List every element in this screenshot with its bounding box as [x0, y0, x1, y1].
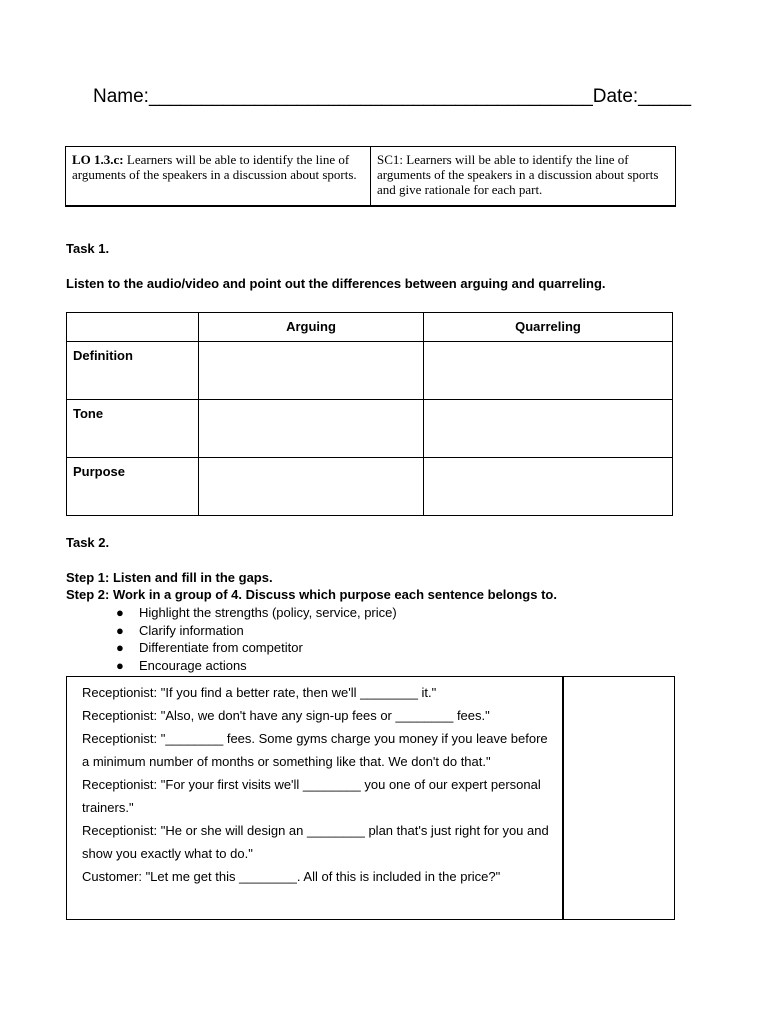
answer-cell[interactable]: [199, 458, 424, 516]
learning-objective-cell: [66, 147, 371, 207]
step1-instruction: Step 1: Listen and fill in the gaps.: [66, 570, 273, 585]
dialog-line: Receptionist: "If you find a better rate, then we'll ________ it.": [82, 685, 437, 700]
task1-instruction: Listen to the audio/video and point out the differences between arguing and quarreling.: [66, 276, 606, 291]
dialog-line: Receptionist: "Also, we don't have any sign-up fees or ________ fees.": [82, 708, 490, 723]
task1-title: Task 1.: [66, 241, 110, 256]
lo-label: LO 1.3.c:: [72, 152, 124, 167]
row-label-tone: Tone: [67, 400, 199, 458]
answer-cell[interactable]: [199, 400, 424, 458]
dialog-line: Receptionist: "He or she will design an ________ plan that's just right for you and show you exactly what to do.": [82, 823, 549, 861]
row-label-purpose: Purpose: [67, 458, 199, 516]
answer-cell[interactable]: [199, 342, 424, 400]
purpose-label: Encourage actions: [139, 657, 247, 673]
table-row: [67, 400, 673, 458]
bullet-icon: ●: [116, 657, 124, 673]
step2-instruction: Step 2: Work in a group of 4. Discuss which purpose each sentence belongs to.: [66, 587, 557, 602]
answer-cell[interactable]: [424, 400, 673, 458]
answer-cell[interactable]: [424, 342, 673, 400]
purpose-list: [116, 604, 397, 674]
purpose-label: Differentiate from competitor: [139, 640, 303, 655]
row-label-definition: Definition: [67, 342, 199, 400]
lo-text: Learners will be able to identify the line of arguments of the speakers in a discussion about sports.: [72, 152, 357, 182]
purpose-label: Clarify information: [139, 622, 244, 638]
success-criteria-cell: [371, 147, 676, 207]
dialog-line: Receptionist: "________ fees. Some gyms charge you money if you leave before a minimum number of months or something like that. We don't do that.": [82, 731, 548, 769]
task2-title: Task 2.: [66, 535, 110, 550]
table-row: [67, 458, 673, 516]
dialog-line: Customer: "Let me get this ________. All of this is included in the price?": [82, 869, 501, 884]
column-divider: [562, 677, 564, 919]
learning-objectives-table: [65, 146, 676, 207]
bullet-icon: ●: [116, 605, 124, 620]
list-item: [116, 639, 397, 657]
column-header-quarreling: Quarreling: [424, 313, 673, 342]
purpose-label: Highlight the strengths (policy, service, price): [139, 605, 397, 620]
column-header-blank: [67, 313, 199, 342]
list-item: [116, 604, 397, 622]
list-item: [116, 622, 397, 640]
dialog-table: [66, 676, 675, 920]
table-row: [67, 342, 673, 400]
bullet-icon: ●: [116, 640, 124, 655]
list-item: [116, 657, 397, 675]
name-date-line: Name:__________________________________________Date:_____: [93, 86, 692, 107]
dialog-text-cell: [82, 681, 552, 888]
answer-cell[interactable]: [424, 458, 673, 516]
column-header-arguing: Arguing: [199, 313, 424, 342]
sc-text: SC1: Learners will be able to identify the line of arguments of the speakers in a discussion about sports and give rationale for each part.: [377, 152, 659, 197]
arguing-quarreling-table: [66, 312, 673, 516]
bullet-icon: ●: [116, 622, 124, 638]
dialog-line: Receptionist: "For your first visits we'll ________ you one of our expert personal trainers.": [82, 777, 541, 815]
